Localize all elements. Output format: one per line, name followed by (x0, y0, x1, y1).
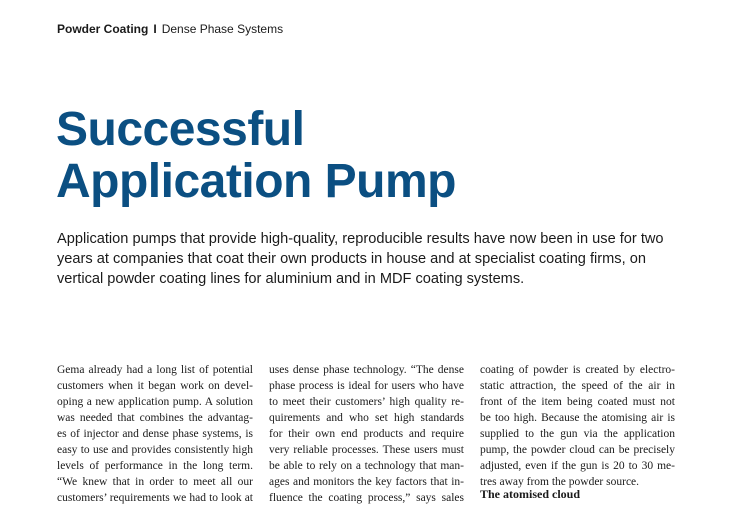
body-line: pump, the powder cloud can be precisely (480, 444, 675, 456)
body-line: customers’ requirements we had to look at (57, 492, 253, 504)
article-title (56, 104, 456, 208)
body-line: quirements and who set high standards (269, 412, 464, 424)
body-line: front of the item being coated must not (480, 396, 675, 408)
section-separator: I (153, 22, 157, 36)
body-line: levels of performance in the long term. (57, 460, 253, 472)
body-column-3 (480, 362, 675, 490)
body-line: “We knew that in order to meet all our (57, 476, 253, 488)
body-line: very reliable processes. These users must (269, 444, 464, 456)
section-header (57, 21, 283, 37)
body-line: customers when it began work on devel- (57, 380, 253, 392)
body-line: was needed that combines the advantag- (57, 412, 253, 424)
section-subcategory: Dense Phase Systems (161, 22, 284, 36)
lead-paragraph: Application pumps that provide high-quality, reproducible results have now been in use for two years at companies that coat their own products in house and at specialist coating firms, on vertical powder coating lines for aluminium and in MDF coating systems. (57, 231, 664, 287)
subheading: The atomised cloud (480, 487, 581, 501)
body-line: for their own end products and require (269, 428, 464, 440)
body-column-2 (269, 362, 464, 506)
body-line: be able to rely on a technology that man- (269, 460, 464, 472)
body-line: coating of powder is created by electro- (480, 364, 675, 376)
article-title-line-2: Application Pump (56, 155, 456, 208)
body-line: uses dense phase technology. “The dense (269, 364, 464, 376)
body-line: supplied to the gun via the application (480, 428, 675, 440)
body-line: ages and monitors the key factors that in- (269, 476, 464, 488)
body-line: easy to use and provides consistently high (57, 444, 253, 456)
body-line: phase process is ideal for users who have (269, 380, 464, 392)
body-line: fluence the coating process,” says sales (269, 492, 464, 504)
body-line: oping a new application pump. A solution (57, 396, 253, 408)
body-line: be too high. Because the atomising air is (480, 412, 675, 424)
body-line: to meet their customers’ high quality re- (269, 396, 464, 408)
body-line: tres away from the powder source. (480, 476, 640, 488)
body-line: es of injector and dense phase systems, is (57, 428, 253, 440)
body-line: static attraction, the speed of the air in (480, 380, 675, 392)
body-line: adjusted, even if the gun is 20 to 30 me- (480, 460, 675, 472)
article-title-line-1: Successful (56, 103, 305, 156)
body-line: Gema already had a long list of potential (57, 364, 253, 376)
body-column-1 (57, 362, 253, 506)
section-category: Powder Coating (57, 22, 149, 36)
